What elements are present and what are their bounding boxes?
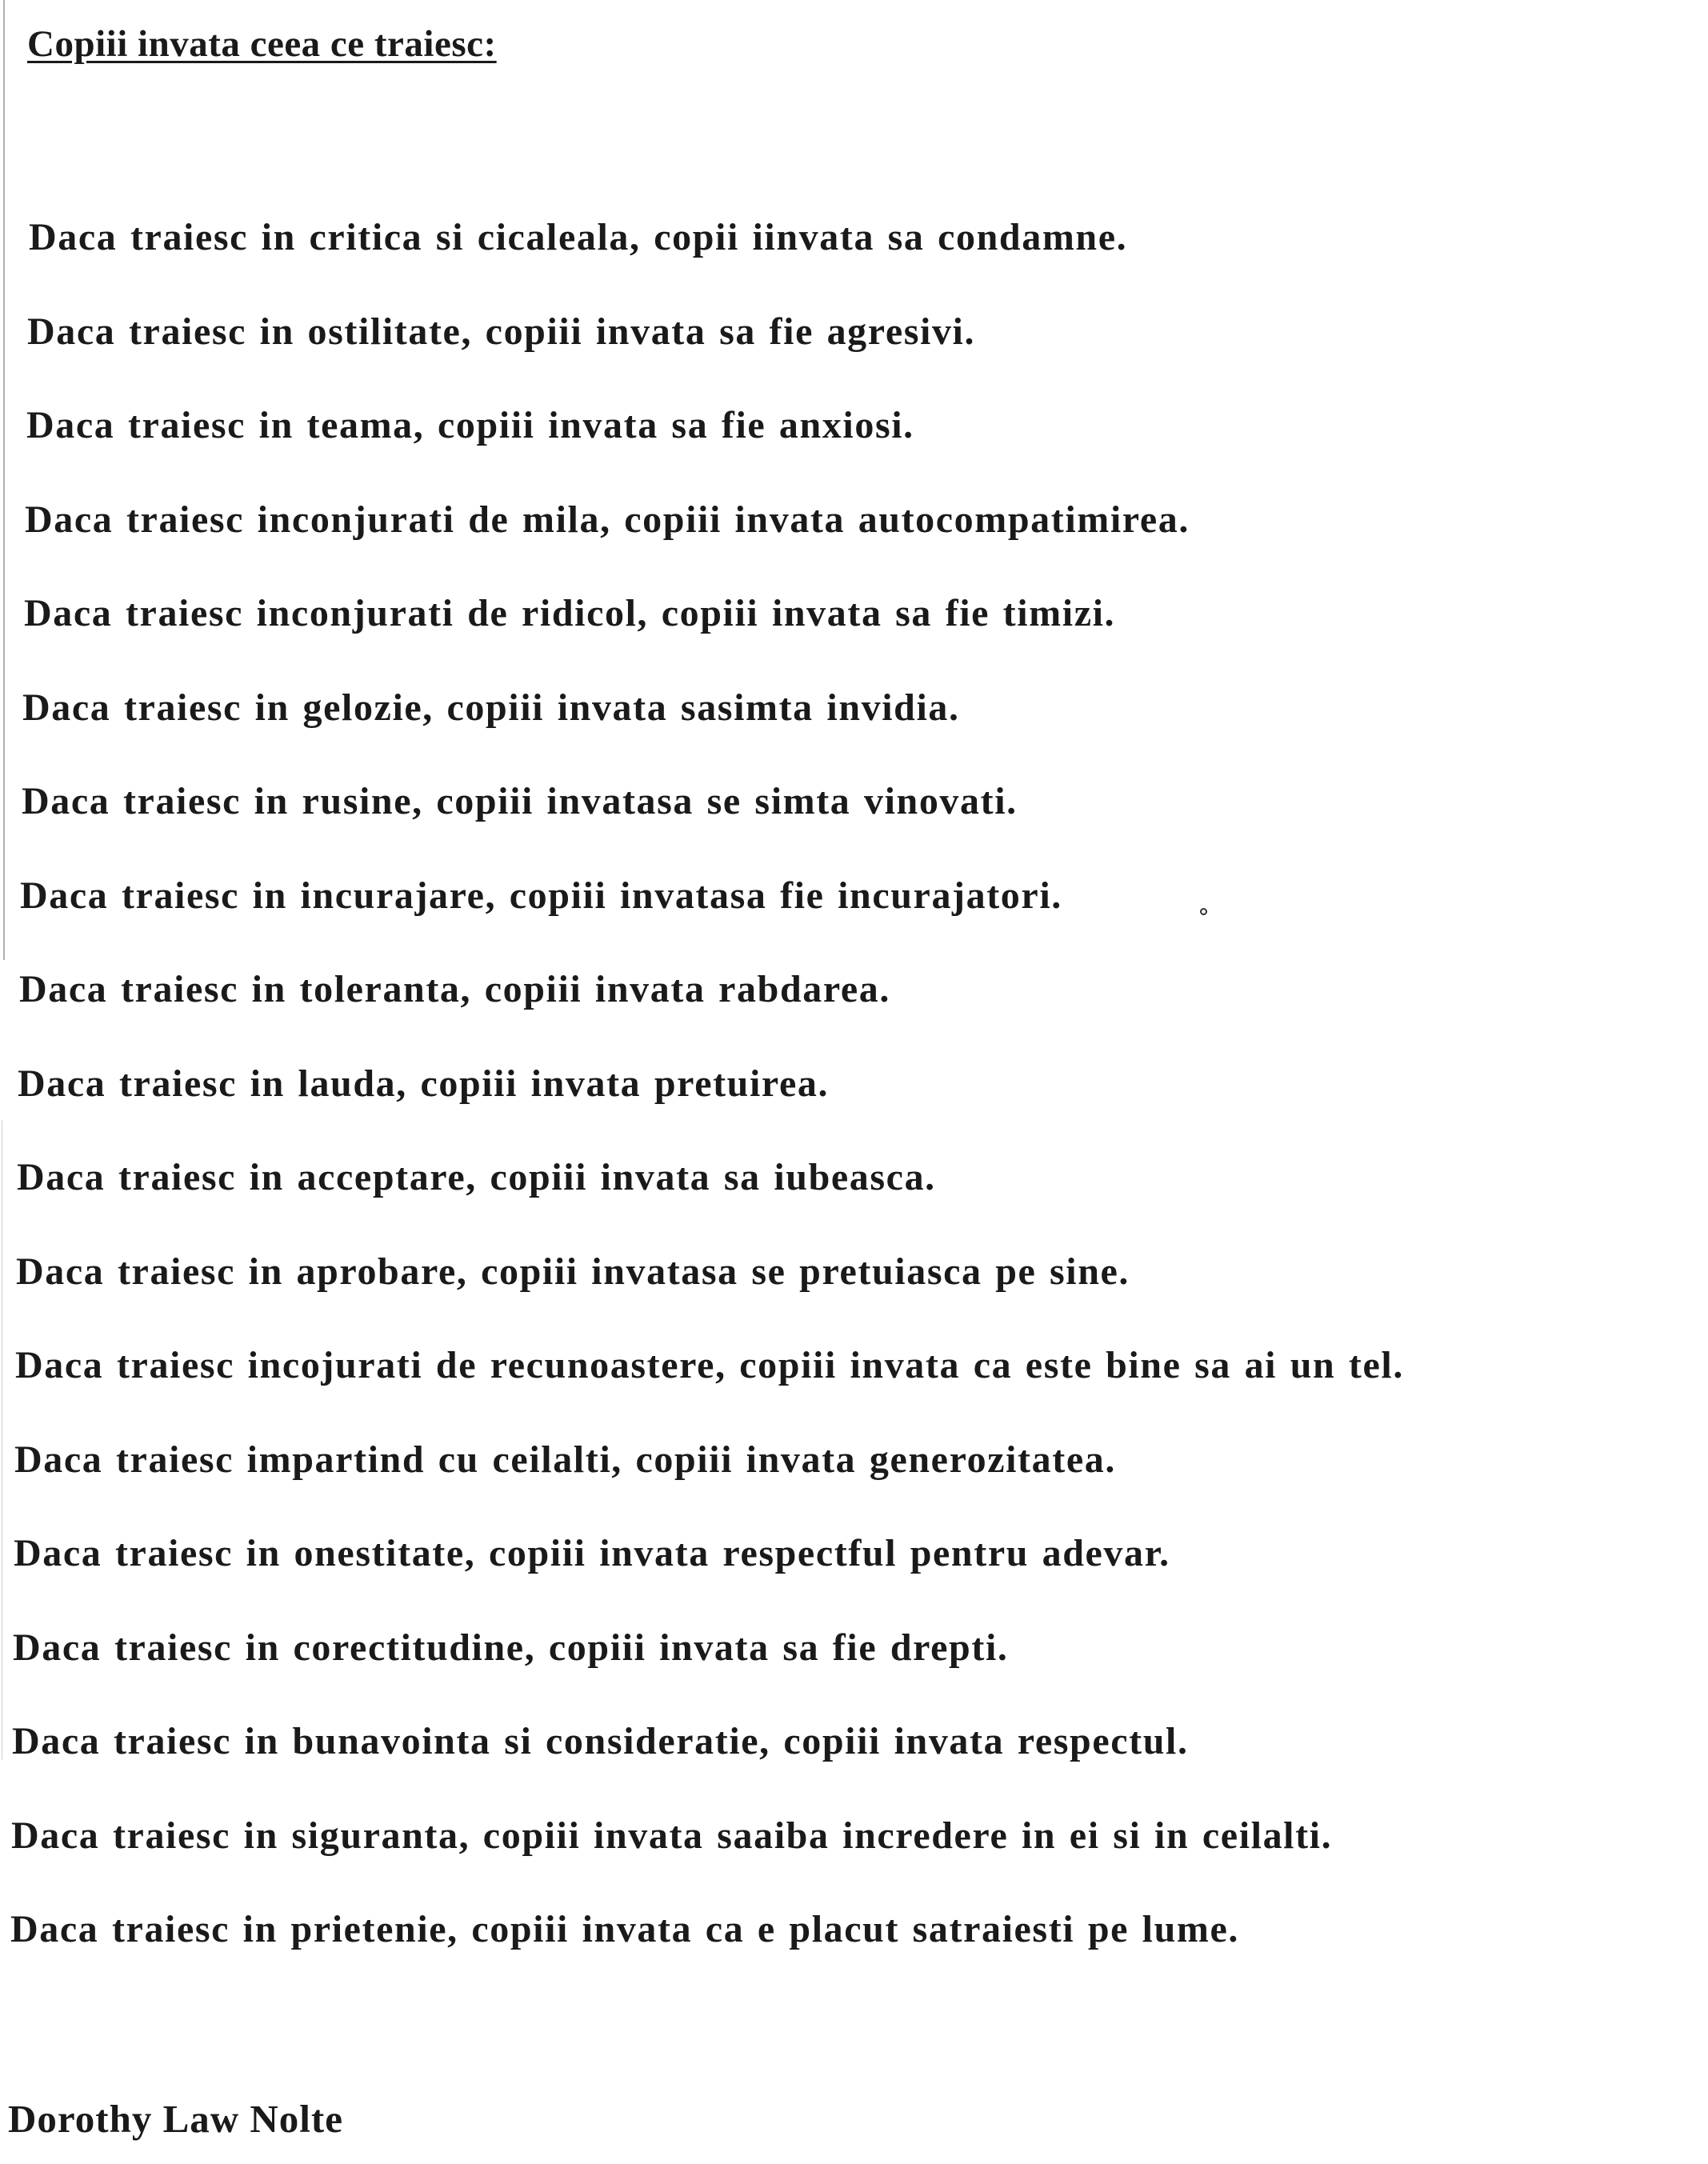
document-title: Copiii invata ceea ce traiesc: — [27, 23, 497, 65]
poem-line: Daca traiesc in bunavointa si consideratie, copiii invata respectul. — [12, 1720, 1189, 1762]
poem-line: Daca traiesc inconjurati de mila, copiii invata autocompatimirea. — [25, 498, 1190, 541]
poem-line: Daca traiesc in prietenie, copiii invata ca e placut satraiesti pe lume. — [10, 1908, 1239, 1950]
poem-line: Daca traiesc incojurati de recunoastere, copiii invata ca este bine sa ai un tel. — [15, 1344, 1404, 1386]
poem-line: Daca traiesc impartind cu ceilalti, copiii invata generozitatea. — [14, 1438, 1116, 1481]
poem-line: Daca traiesc in lauda, copiii invata pretuirea. — [18, 1062, 830, 1105]
poem-line: Daca traiesc in siguranta, copiii invata saaiba incredere in ei si in ceilalti. — [11, 1814, 1333, 1857]
poem-line: Daca traiesc in gelozie, copiii invata sasimta invidia. — [22, 686, 960, 729]
poem-line: Daca traiesc in critica si cicaleala, copii iinvata sa condamne. — [29, 216, 1128, 258]
poem-line: Daca traiesc in toleranta, copiii invata rabdarea. — [19, 968, 890, 1010]
poem-line: Daca traiesc in corectitudine, copiii invata sa fie drepti. — [13, 1626, 1009, 1669]
poem-lines — [0, 214, 1404, 2001]
poem-line: Daca traiesc in acceptare, copiii invata sa iubeasca. — [17, 1156, 936, 1198]
poem-line: Daca traiesc in teama, copiii invata sa fie anxiosi. — [26, 404, 914, 446]
poem-line: Daca traiesc in rusine, copiii invatasa se simta vinovati. — [22, 780, 1018, 822]
poem-line: Daca traiesc in onestitate, copiii invata respectful pentru adevar. — [14, 1532, 1170, 1574]
author-signature: Dorothy Law Nolte — [8, 2097, 343, 2141]
scan-speck — [1200, 908, 1207, 915]
poem-line: Daca traiesc in incurajare, copiii invatasa fie incurajatori. — [20, 874, 1062, 917]
poem-line: Daca traiesc in ostilitate, copiii invata sa fie agresivi. — [27, 310, 976, 353]
poem-line: Daca traiesc in aprobare, copiii invatasa se pretuiasca pe sine. — [16, 1250, 1130, 1293]
poem-line: Daca traiesc inconjurati de ridicol, copiii invata sa fie timizi. — [24, 592, 1116, 634]
